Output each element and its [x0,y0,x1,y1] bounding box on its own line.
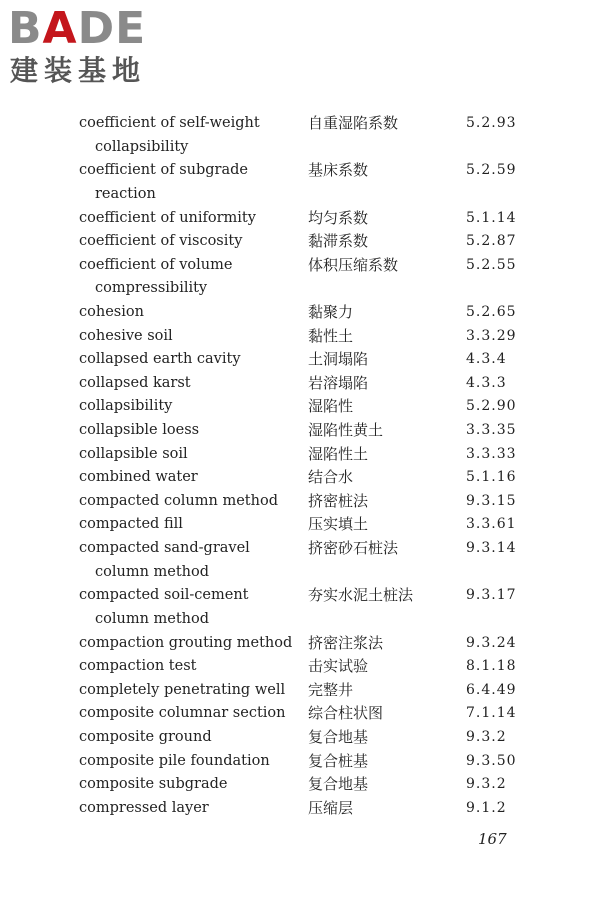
list-item [0,490,600,514]
list-item [0,537,600,584]
english-term-line1: cohesive soil [79,327,173,344]
english-term-line1: compacted sand-gravel [79,540,250,557]
english-term-line1: compacted soil-cement [79,587,249,604]
section-number: 4.3.4 [466,351,507,368]
english-term [79,159,294,206]
chinese-term: 自重湿陷系数 [308,114,399,132]
logo-subtitle: 建装基地 [10,54,147,87]
list-item [0,348,600,372]
chinese-term: 结合水 [308,468,354,487]
english-term-line1: coefficient of uniformity [79,209,256,226]
chinese-term: 黏聚力 [308,303,354,322]
english-term [79,490,294,514]
chinese-term: 击实试验 [308,657,369,676]
chinese-term: 综合柱状图 [308,704,384,723]
section-number: 7.1.14 [466,705,517,722]
chinese-term: 均匀系数 [308,208,369,227]
chinese-term: 体积压缩系数 [308,255,399,274]
section-number: 4.3.3 [466,374,507,391]
section-number: 5.2.55 [466,256,517,273]
section-number: 9.3.14 [466,540,517,557]
english-term [79,395,294,419]
english-term [79,419,294,443]
english-term [79,443,294,467]
list-item [0,443,600,467]
english-term-line1: completely penetrating well [79,681,286,698]
english-term [79,679,294,703]
english-term-line1: combined water [79,469,198,486]
list-item [0,207,600,231]
list-item [0,513,600,537]
section-number: 3.3.61 [466,516,517,533]
english-term-line1: coefficient of volume [79,256,233,273]
list-item [0,301,600,325]
section-number: 9.3.15 [466,492,517,509]
english-term [79,537,294,584]
english-term-line1: collapsibility [79,398,173,415]
list-item [0,230,600,254]
english-term-line2: collapsibility [95,138,189,155]
section-number: 5.1.14 [466,209,517,226]
logo-brand: BADE [8,3,147,54]
english-term-line2: compressibility [95,280,208,297]
english-term-line1: composite ground [79,728,212,745]
section-number: 9.3.2 [466,776,507,793]
section-number: 9.1.2 [466,799,507,816]
english-term [79,655,294,679]
chinese-term: 土洞塌陷 [308,350,369,369]
section-number: 5.2.59 [466,162,517,179]
english-term [79,632,294,656]
english-term-line1: composite subgrade [79,776,228,793]
section-number: 9.3.50 [466,752,517,769]
english-term-line1: collapsed karst [79,374,191,391]
chinese-term: 复合地基 [308,727,369,746]
english-term [79,797,294,821]
chinese-term: 挤密桩法 [308,491,369,510]
list-item [0,702,600,726]
chinese-term: 夯实水泥土桩法 [308,586,414,605]
english-term [79,513,294,537]
list-item [0,726,600,750]
list-item [0,395,600,419]
list-item [0,584,600,631]
english-term [79,726,294,750]
english-term [79,584,294,631]
section-number: 3.3.33 [466,445,517,462]
chinese-term: 挤密注浆法 [308,633,384,652]
chinese-term: 复合桩基 [308,751,369,770]
list-item [0,325,600,349]
section-number: 6.4.49 [466,681,517,698]
list-item [0,655,600,679]
english-term-line2: reaction [95,185,156,202]
english-term-line1: compaction test [79,658,197,675]
chinese-term: 完整井 [308,680,354,699]
chinese-term: 复合地基 [308,775,369,794]
english-term [79,466,294,490]
section-number: 9.3.2 [466,728,507,745]
list-item [0,112,600,159]
section-number: 9.3.17 [466,587,517,604]
english-term [79,750,294,774]
section-number: 5.2.93 [466,115,517,131]
section-number: 3.3.35 [466,422,517,439]
glossary-list [0,112,600,820]
english-term [79,230,294,254]
section-number: 5.2.87 [466,233,517,250]
section-number: 5.2.90 [466,398,517,415]
list-item [0,679,600,703]
chinese-term: 湿陷性黄土 [308,421,384,440]
english-term [79,254,294,301]
list-item [0,466,600,490]
list-item [0,254,600,301]
english-term-line1: coefficient of viscosity [79,233,243,250]
english-term-line1: coefficient of subgrade [79,162,248,179]
chinese-term: 黏性土 [308,326,354,345]
page-number: 167 [478,830,507,848]
chinese-term: 湿陷性 [308,397,354,416]
list-item [0,419,600,443]
list-item [0,750,600,774]
list-item [0,372,600,396]
section-number: 5.2.65 [466,304,517,321]
chinese-term: 压缩层 [308,798,354,817]
english-term-line1: compaction grouting method [79,634,293,651]
english-term-line2: column method [95,563,210,580]
list-item [0,159,600,206]
english-term [79,207,294,231]
english-term [79,112,294,159]
chinese-term: 黏滞系数 [308,232,369,251]
english-term-line1: collapsible soil [79,445,188,462]
section-number: 9.3.24 [466,634,517,651]
section-number: 8.1.18 [466,658,517,675]
chinese-term: 岩溶塌陷 [308,373,369,392]
english-term [79,348,294,372]
logo [8,4,178,92]
english-term-line1: composite pile foundation [79,752,270,769]
english-term-line1: compacted column method [79,492,278,509]
english-term [79,325,294,349]
english-term-line1: composite columnar section [79,705,286,722]
english-term-line1: collapsible loess [79,422,200,439]
english-term-line1: coefficient of self-weight [79,115,260,131]
english-term [79,301,294,325]
list-item [0,773,600,797]
english-term-line2: column method [95,610,210,627]
english-term [79,773,294,797]
english-term [79,372,294,396]
list-item [0,632,600,656]
english-term-line1: collapsed earth cavity [79,351,241,368]
chinese-term: 挤密砂石桩法 [308,539,399,558]
english-term [79,702,294,726]
chinese-term: 基床系数 [308,161,369,180]
english-term-line1: cohesion [79,304,144,321]
english-term-line1: compacted fill [79,516,183,533]
list-item [0,797,600,821]
chinese-term: 湿陷性土 [308,444,369,463]
chinese-term: 压实填土 [308,515,369,534]
english-term-line1: compressed layer [79,799,209,816]
section-number: 3.3.29 [466,327,517,344]
section-number: 5.1.16 [466,469,517,486]
